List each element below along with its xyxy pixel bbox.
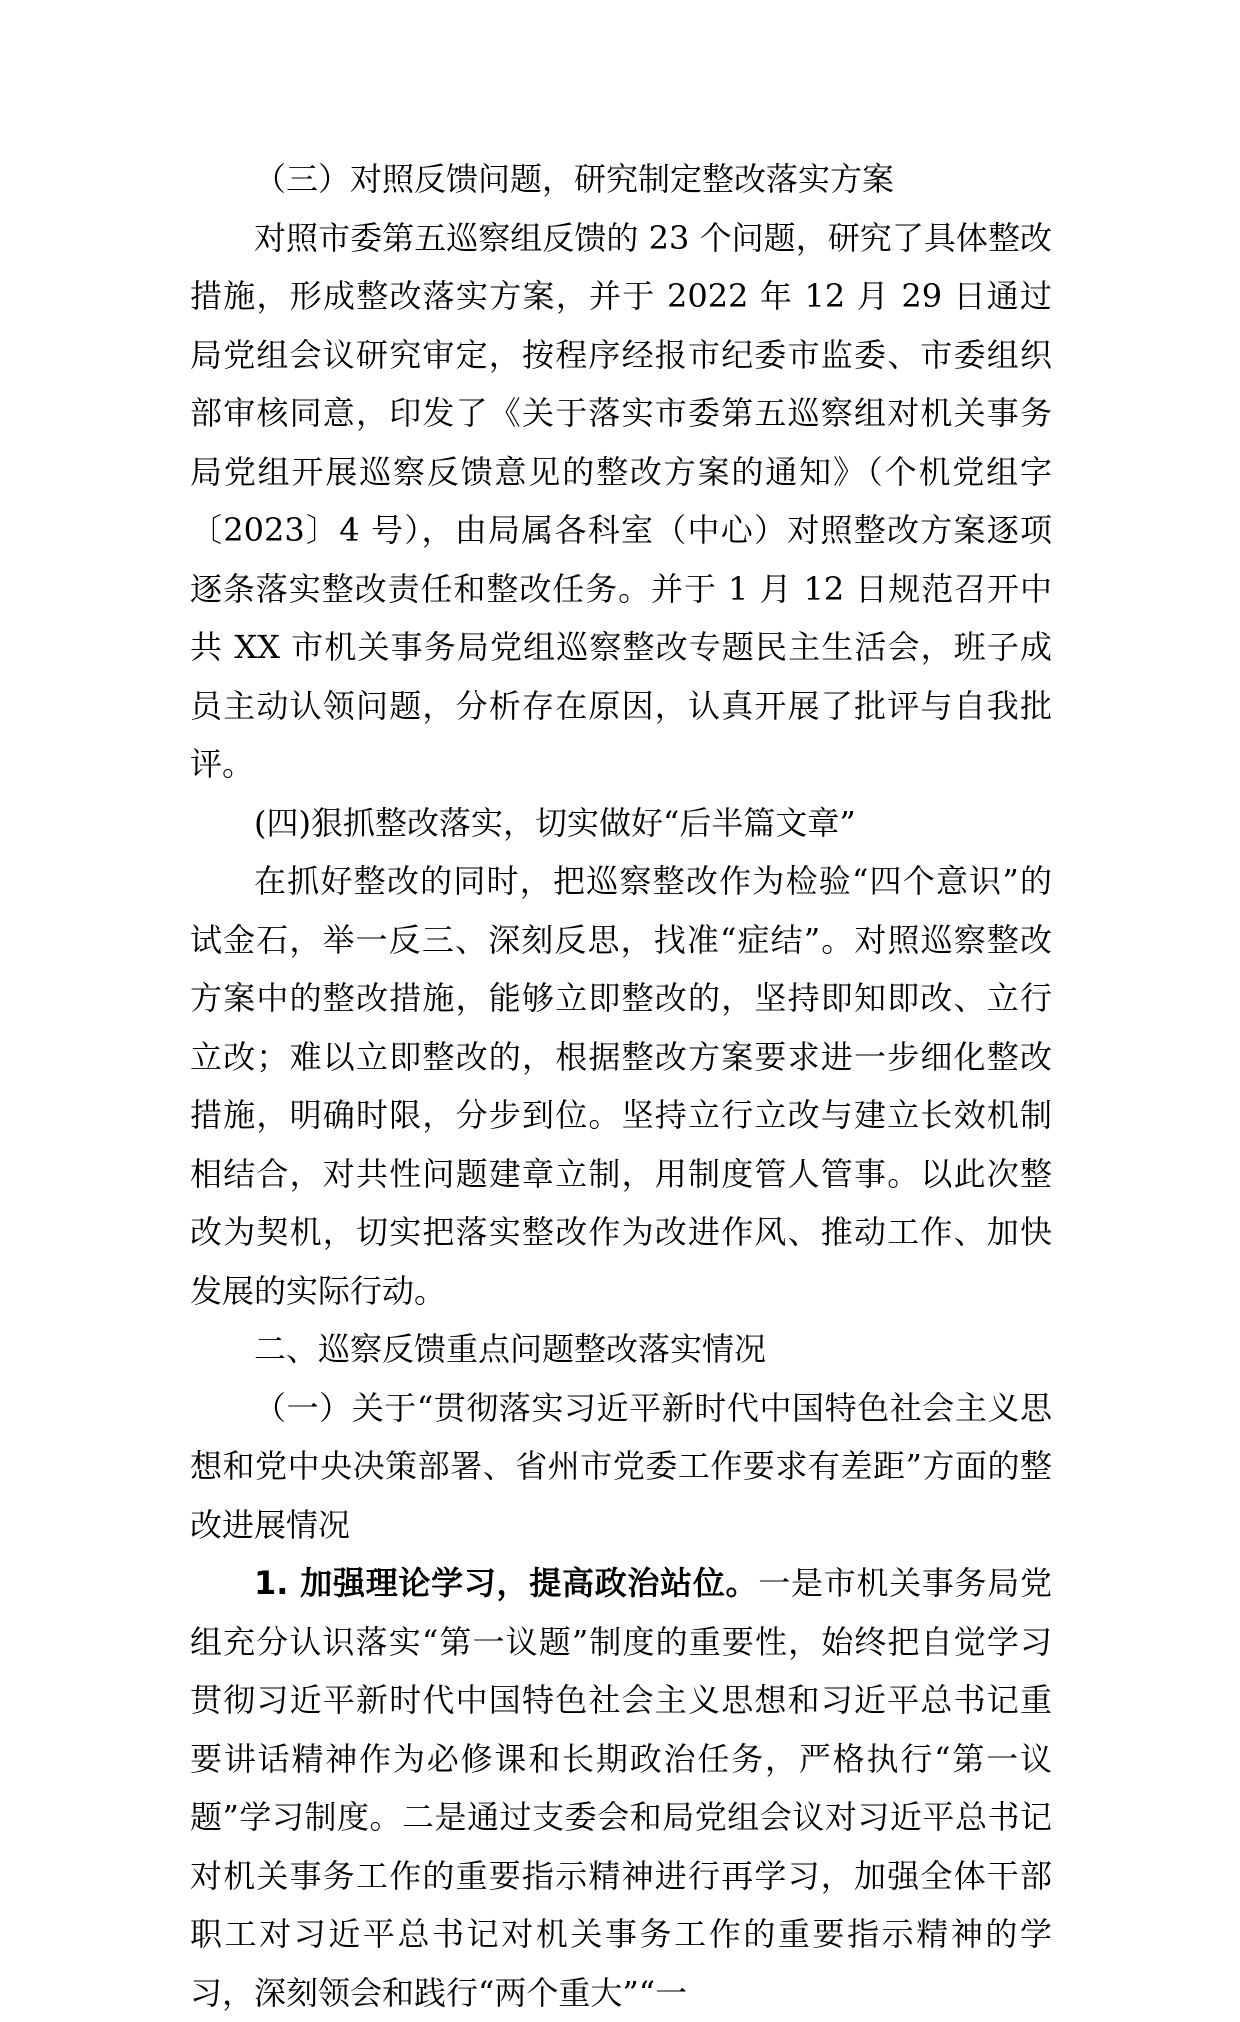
body-paragraph-with-lead	[190, 1554, 1052, 2022]
document-page	[190, 150, 1052, 2022]
subsection-heading-1	[190, 1379, 1052, 1555]
paragraph-text: (四)狠抓整改落实，切实做好“后半篇文章”	[254, 803, 856, 842]
chapter-heading-2	[190, 1320, 1052, 1379]
paragraph-text: 对照市委第五巡察组反馈的 23 个问题，研究了具体整改措施，形成整改落实方案，并于 2022 年 12 月 29 日通过局党组会议研究审定，按程序经报市纪委市监委、市委组织部审核同意，印发了《关于落实市委第五巡察组对机关事务局党组开展巡察反馈意见的整改方案的通知》（个机党组字〔2023〕4 号），由局属各科室（中心）对照整改方案逐项逐条落实整改责任和整改任务。并于 1 月 12 日规范召开中共 XX 市机关事务局党组巡察整改专题民主生活会，班子成员主动认领问题，分析存在原因，认真开展了批评与自我批评。	[190, 218, 1052, 783]
body-paragraph	[190, 852, 1052, 1320]
paragraph-lead: 1. 加强理论学习，提高政治站位。	[254, 1564, 759, 1602]
paragraph-text: （一）关于“贯彻落实习近平新时代中国特色社会主义思想和党中央决策部署、省州市党委工作要求有差距”方面的整改进展情况	[190, 1388, 1052, 1544]
section-heading-3	[190, 150, 1052, 209]
paragraph-text: 二、巡察反馈重点问题整改落实情况	[254, 1330, 767, 1368]
paragraph-text: 在抓好整改的同时，把巡察整改作为检验“四个意识”的试金石，举一反三、深刻反思，找准“症结”。对照巡察整改方案中的整改措施，能够立即整改的，坚持即知即改、立行立改；难以立即整改的，根据整改方案要求进一步细化整改措施，明确时限，分步到位。坚持立行立改与建立长效机制相结合，对共性问题建章立制，用制度管人管事。以此次整改为契机，切实把落实整改作为改进作风、推动工作、加快发展的实际行动。	[190, 862, 1052, 1310]
body-paragraph	[190, 209, 1052, 794]
paragraph-text: （三）对照反馈问题，研究制定整改落实方案	[254, 160, 895, 198]
section-heading-4	[190, 794, 1052, 853]
paragraph-text: 一是市机关事务局党组充分认识落实“第一议题”制度的重要性，始终把自觉学习贯彻习近平新时代中国特色社会主义思想和习近平总书记重要讲话精神作为必修课和长期政治任务，严格执行“第一议题”学习制度。二是通过支委会和局党组会议对习近平总书记对机关事务工作的重要指示精神进行再学习，加强全体干部职工对习近平总书记对机关事务工作的重要指示精神的学习，深刻领会和践行“两个重大”“一	[190, 1564, 1052, 2012]
